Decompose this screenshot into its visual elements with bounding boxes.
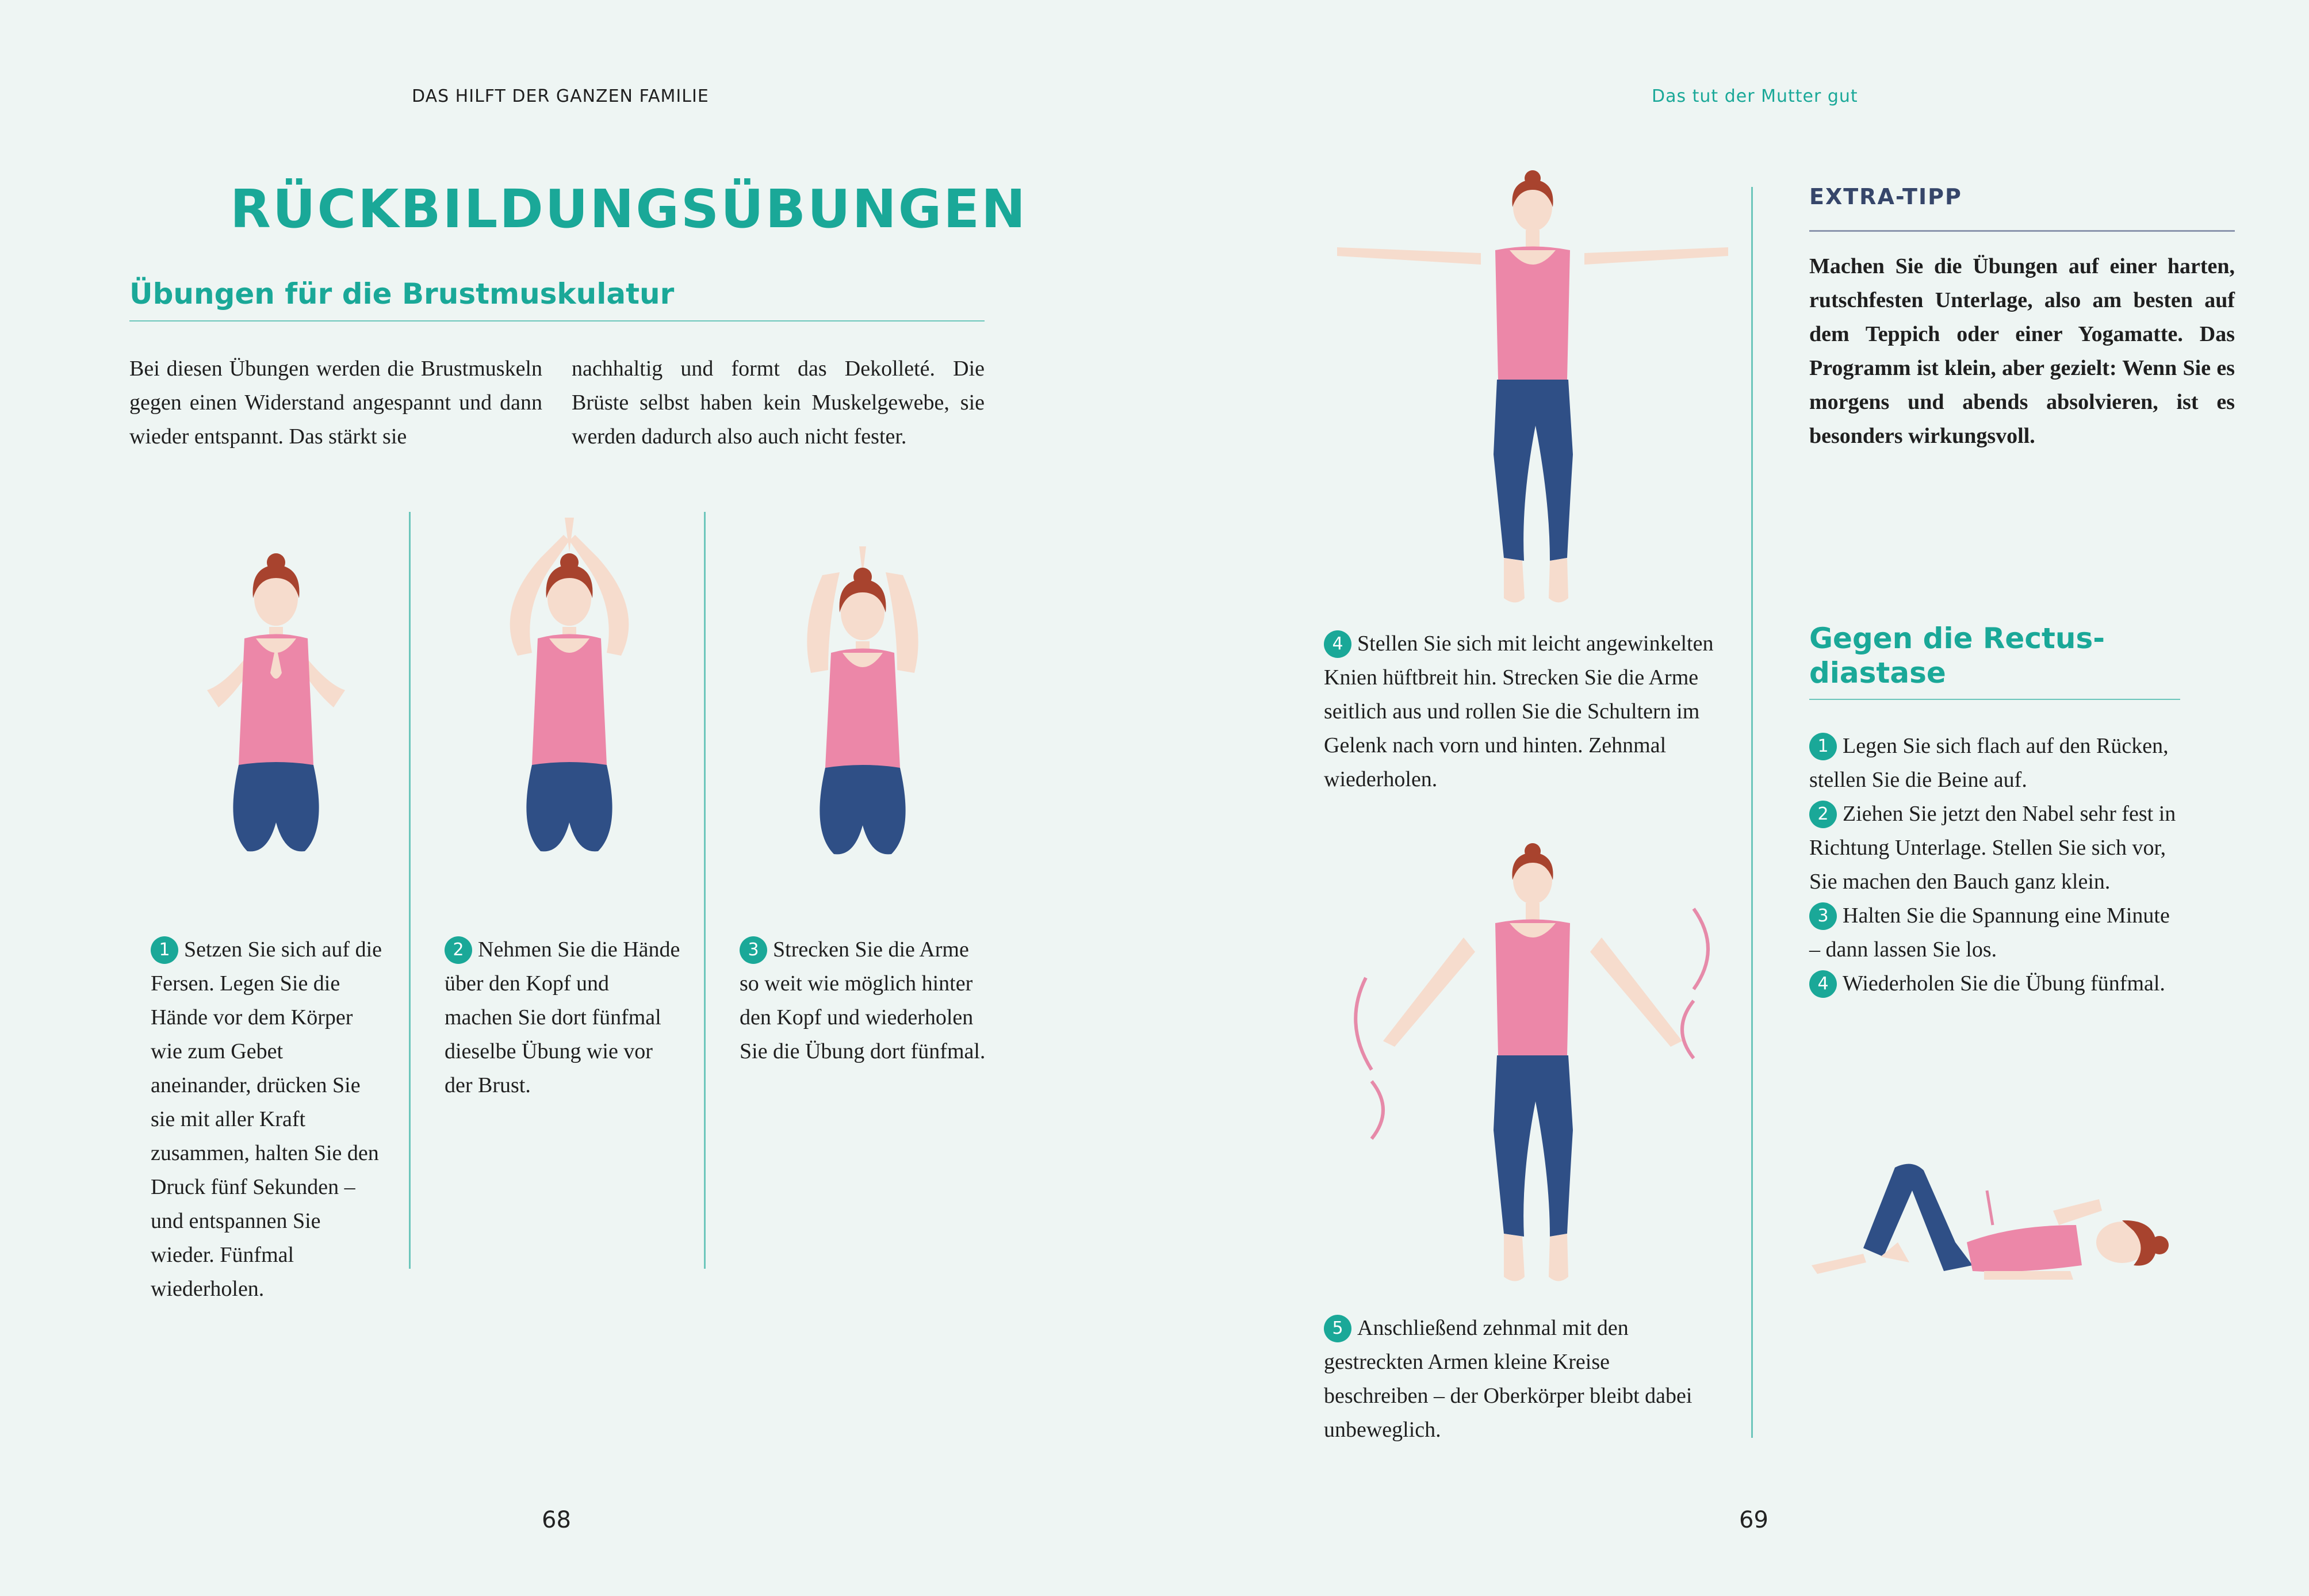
step-4-text: Stellen Sie sich mit leicht angewinkelten Knien hüftbreit hin. Strecken Sie die Arme seitlich aus und rollen Sie die Schultern im Gelenk nach vorn und hinten. Zehnmal wiederholen. (1324, 631, 1714, 791)
section-subhead-rectus (1809, 621, 2105, 690)
rectus-step-4-badge: 4 (1809, 970, 1837, 998)
rectus-step-2-text: Ziehen Sie jetzt den Nabel sehr fest in Richtung Unterlage. Stellen Sie sich vor, Sie machen den Bauch ganz klein. (1809, 802, 2176, 894)
step-3-text: Strecken Sie die Arme so weit wie möglich hinter den Kopf und wiederholen Sie die Übung dort fünfmal. (740, 937, 986, 1063)
rectus-step-1-text: Legen Sie sich flach auf den Rücken, stellen Sie die Beine auf. (1809, 734, 2169, 792)
kneeling-woman-arms-behind-head-illustration (771, 541, 955, 863)
step-2-caption (445, 933, 680, 1103)
step-5-badge: 5 (1324, 1315, 1351, 1342)
running-head-right: Das tut der Mutter gut (1652, 86, 1858, 106)
step-5-text: Anschließend zehnmal mit den gestreckten Armen kleine Kreise beschreiben – der Oberkörper bleibt dabei unbeweglich. (1324, 1316, 1692, 1442)
kneeling-woman-hands-overhead-illustration (477, 518, 661, 863)
column-divider-2 (704, 512, 706, 1269)
step-1-caption (151, 933, 386, 1306)
step-2-badge: 2 (445, 936, 472, 964)
page-title: RÜCKBILDUNGSÜBUNGEN (230, 178, 1028, 240)
rectus-step-1-badge: 1 (1809, 733, 1837, 760)
rectus-step-3 (1809, 899, 2177, 967)
step-3-badge: 3 (740, 936, 767, 964)
rectus-step-1 (1809, 729, 2177, 797)
rectus-subhead-line1: Gegen die Rectus- (1809, 622, 2105, 655)
step-5-caption (1324, 1311, 1715, 1447)
step-1-text: Setzen Sie sich auf die Fersen. Legen Sie die Hände vor dem Körper wie zum Gebet aneinander, drücken Sie sie mit aller Kraft zusammen, halten Sie den Druck fünf Sekunden – und entspannen Sie wieder. Fünfmal wiederholen. (151, 937, 382, 1301)
step-2-text: Nehmen Sie die Hände über den Kopf und machen Sie dort fünfmal dieselbe Übung wie vor der Brust. (445, 937, 680, 1097)
page-number-left: 68 (542, 1507, 571, 1533)
standing-woman-arms-sideways-illustration (1337, 178, 1728, 610)
step-4-badge: 4 (1324, 630, 1351, 658)
step-3-caption (740, 933, 987, 1069)
kneeling-woman-prayer-chest-illustration (184, 552, 368, 863)
rectus-steps (1809, 729, 2177, 1001)
step-1-badge: 1 (151, 936, 178, 964)
running-head-left: DAS HILFT DER GANZEN FAMILIE (412, 86, 709, 106)
page-number-right: 69 (1739, 1507, 1768, 1533)
right-page-divider (1751, 187, 1753, 1438)
rectus-subhead-line2: diastase (1809, 656, 1946, 690)
rectus-step-4-text: Wiederholen Sie die Übung fünfmal. (1843, 971, 2165, 996)
rectus-step-3-text: Halten Sie die Spannung eine Minute – dann lassen Sie los. (1809, 904, 2170, 962)
standing-woman-arm-circles-illustration (1349, 851, 1717, 1288)
lying-woman-knees-bent-illustration (1812, 1156, 2168, 1294)
column-divider-1 (409, 512, 411, 1269)
intro-column-2: nachhaltig und formt das Dekolleté. Die Brüste selbst haben kein Muskelgewebe, sie werden dadurch also auch nicht fester. (572, 357, 985, 449)
extra-tip-text: Machen Sie die Übungen auf einer harten, rutschfesten Unterlage, also am besten auf dem Teppich oder einer Yogamatte. Das Programm ist klein, aber gezielt: Wenn Sie es morgens und abends absolvieren, ist es besonders wirkungsvoll. (1809, 254, 2235, 448)
extra-tip-rule (1809, 230, 2235, 232)
intro-column-1: Bei diesen Übungen werden die Brustmuskeln gegen einen Widerstand angespannt und dann wieder entspannt. Das stärkt sie (129, 357, 542, 449)
rectus-subhead-rule (1809, 699, 2180, 700)
subhead-rule (129, 320, 985, 322)
extra-tip-title: EXTRA-TIPP (1809, 184, 1962, 209)
rectus-step-3-badge: 3 (1809, 902, 1837, 930)
rectus-step-2 (1809, 797, 2177, 899)
step-4-caption (1324, 627, 1715, 797)
rectus-step-2-badge: 2 (1809, 801, 1837, 828)
section-subhead-brust: Übungen für die Brustmuskulatur (129, 277, 675, 311)
rectus-step-4 (1809, 967, 2177, 1001)
